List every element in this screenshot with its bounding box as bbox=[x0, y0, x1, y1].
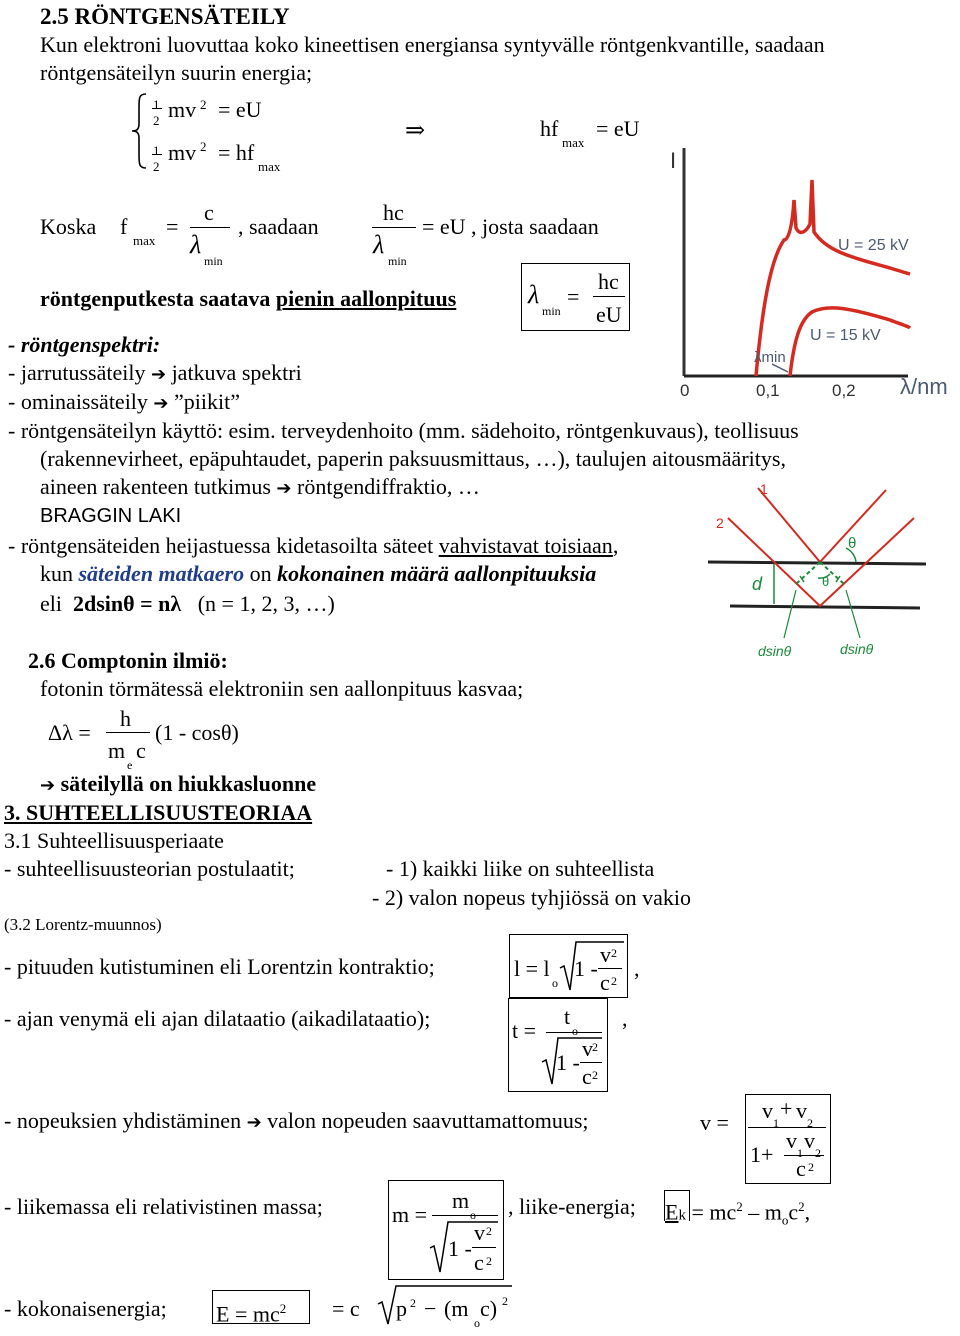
x-axis-unit: λ/nm bbox=[900, 374, 948, 399]
label-15kv: U = 15 kV bbox=[810, 327, 881, 344]
paragraph-line: (rakennevirheet, epäpuhtaudet, paperin paksuusmittaus, …), taulujen aitousmääritys, bbox=[40, 446, 786, 471]
list-item: - jarrutussäteily ➔ jatkuva spektri bbox=[8, 360, 302, 385]
arrow-right-icon: ➔ bbox=[153, 393, 169, 414]
y-axis-label: I bbox=[670, 148, 677, 173]
paragraph-line: fotonin törmätessä elektroniin sen aallonpituus kasvaa; bbox=[40, 676, 524, 701]
subsection-heading-3-1: 3.1 Suhteellisuusperiaate bbox=[4, 828, 224, 853]
pienin-aallonpituus-label: röntgenputkesta saatava pienin aallonpituus bbox=[40, 286, 457, 311]
paragraph-line: - nopeuksien yhdistäminen ➔ valon nopeuden saavuttamattomuus; bbox=[4, 1108, 589, 1133]
xray-spectrum-graph bbox=[660, 140, 960, 402]
total-energy-equation: $E = mc^2$ bbox=[216, 1301, 287, 1327]
implies-icon: ⇒ bbox=[405, 118, 426, 144]
curve-25kv bbox=[756, 180, 910, 376]
spektri-heading: - röntgenspektri: bbox=[8, 332, 161, 357]
paragraph-line: - ajan venymä eli ajan dilataatio (aikadilataatio); bbox=[4, 1006, 431, 1031]
section-heading-2-5: 2.5 RÖNTGENSÄTEILY bbox=[40, 4, 290, 29]
kinetic-energy-equation: $Ek = mc^2 - m_oc^2$, bbox=[665, 1199, 811, 1228]
ray-1 bbox=[758, 488, 886, 562]
list-item: - ominaissäteily ➔ ”piikit” bbox=[8, 389, 240, 414]
bragg-reflection-figure bbox=[700, 478, 930, 668]
x-tick-0: 0 bbox=[680, 381, 690, 400]
left-brace-icon bbox=[130, 92, 150, 170]
dsin-label-1: dsinθ bbox=[758, 643, 792, 659]
d-label: d bbox=[752, 574, 763, 594]
x-tick-0-1: 0,1 bbox=[756, 381, 780, 400]
label-25kv: U = 25 kV bbox=[838, 237, 909, 254]
ray-2-label: 2 bbox=[716, 515, 724, 531]
paragraph-line: - liikemassa eli relativistinen massa; bbox=[4, 1194, 323, 1219]
section-heading-3: 3. SUHTEELLISUUSTEORIAA bbox=[4, 800, 313, 825]
theta-label-inner: θ bbox=[822, 574, 830, 589]
paragraph-line: aineen rakenteen tutkimus ➔ röntgendiffraktio, … bbox=[40, 474, 480, 499]
lorentz-note: (3.2 Lorentz-muunnos) bbox=[4, 915, 162, 934]
postulate-2: - 2) valon nopeus tyhjiössä on vakio bbox=[372, 885, 691, 910]
theta-label: θ bbox=[848, 535, 857, 552]
arrow-right-icon: ➔ bbox=[150, 364, 167, 385]
paragraph-line: - röntgensäteiden heijastuessa kidetasoilta säteet vahvistavat toisiaan, bbox=[8, 533, 619, 558]
paragraph-line: - kokonaisenergia; bbox=[4, 1296, 167, 1321]
ek-box bbox=[664, 1190, 690, 1221]
label-lambda-min: λmin bbox=[754, 349, 786, 366]
paragraph-line: Kun elektroni luovuttaa koko kineettisen energiansa syntyvälle röntgenkvantille, saadaan bbox=[40, 32, 825, 57]
compton-result: ➔ säteilyllä on hiukkasluonne bbox=[40, 771, 317, 796]
paragraph-line: - röntgensäteilyn käyttö: esim. terveydenhoito (mm. sädehoito, röntgenkuvaus), teollisuus bbox=[8, 418, 799, 443]
arrow-right-icon: ➔ bbox=[40, 775, 56, 796]
x-tick-0-2: 0,2 bbox=[832, 381, 856, 400]
bragg-heading: BRAGGIN LAKI bbox=[40, 505, 182, 527]
paragraph-line: - pituuden kutistuminen eli Lorentzin kontraktio; bbox=[4, 954, 435, 979]
section-heading-2-6: 2.6 Comptonin ilmiö: bbox=[28, 648, 228, 673]
dsin-label-2: dsinθ bbox=[840, 641, 874, 657]
arrow-right-icon: ➔ bbox=[276, 478, 292, 499]
crystal-plane-2 bbox=[730, 606, 920, 608]
arrow-right-icon: ➔ bbox=[246, 1112, 262, 1133]
ray-1-label: 1 bbox=[760, 481, 768, 497]
postulate-1: - 1) kaikki liike on suhteellista bbox=[386, 856, 655, 881]
paragraph-line: kun säteiden matkaero on kokonainen määrä aallonpituuksia bbox=[40, 561, 597, 586]
paragraph-line: - suhteellisuusteorian postulaatit; bbox=[4, 856, 295, 881]
paragraph-line: röntgensäteilyn suurin energia; bbox=[40, 60, 313, 85]
bragg-law-equation: eli 2dsinθ = nλ (n = 1, 2, 3, …) bbox=[40, 591, 335, 616]
